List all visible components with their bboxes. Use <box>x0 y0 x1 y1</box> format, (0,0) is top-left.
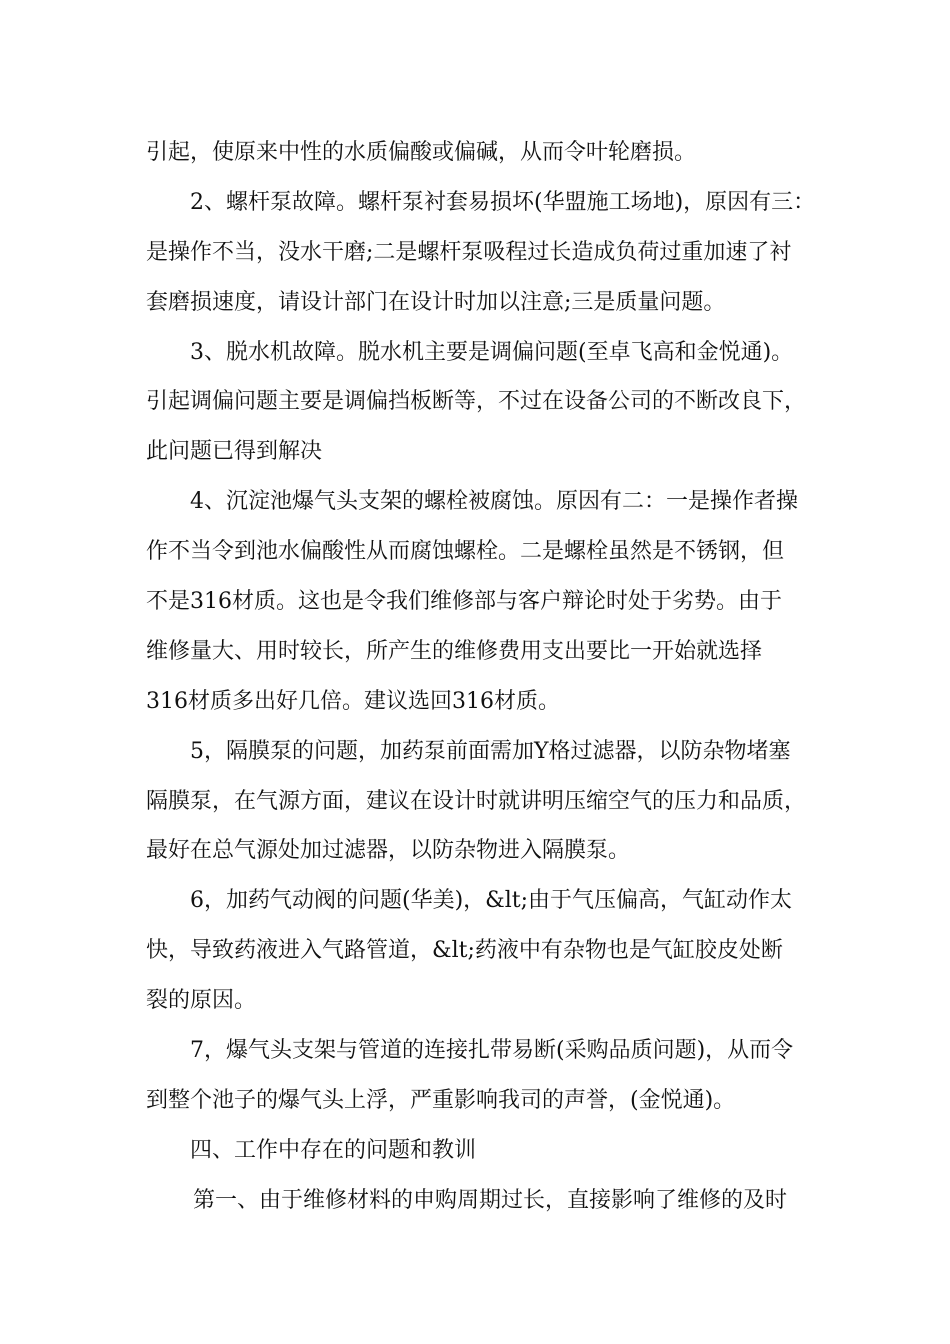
document-body <box>146 128 818 1226</box>
text-line: 到整个池子的爆气头上浮，严重影响我司的声誉，(金悦通)。 <box>146 1087 736 1113</box>
text-line: 不是316材质。这也是令我们维修部与客户辩论时处于劣势。由于 <box>146 589 782 615</box>
text-line: 是操作不当，没水干磨;二是螺杆泵吸程过长造成负荷过重加速了衬 <box>146 239 792 265</box>
text-line: 此问题已得到解决 <box>146 439 323 465</box>
text-line: 7，爆气头支架与管道的连接扎带易断(采购品质问题)，从而令 <box>190 1038 794 1064</box>
text-line: 维修量大、用时较长，所产生的维修费用支出要比一开始就选择 <box>146 638 763 664</box>
text-line: 2、螺杆泵故障。螺杆泵衬套易损坏(华盟施工场地)，原因有三： <box>190 189 816 215</box>
text-line: 3、脱水机故障。脱水机主要是调偏问题(至卓飞高和金悦通)。 <box>190 339 794 365</box>
text-line: 引起调偏问题主要是调偏挡板断等，不过在设备公司的不断改良下， <box>146 389 807 415</box>
text-line: 6，加药气动阀的问题(华美)，&lt;由于气压偏高，气缸动作太 <box>190 888 793 914</box>
text-line: 引起，使原来中性的水质偏酸或偏碱，从而令叶轮磨损。 <box>146 140 697 165</box>
text-line: 316材质多出好几倍。建议选回316材质。 <box>146 688 560 714</box>
text-line: 最好在总气源处加过滤器，以防杂物进入隔膜泵。 <box>146 838 631 864</box>
text-line: 作不当令到池水偏酸性从而腐蚀螺栓。二是螺栓虽然是不锈钢，但 <box>146 539 785 565</box>
section-heading: 四、工作中存在的问题和教训 <box>190 1137 477 1163</box>
text-line: 裂的原因。 <box>146 988 257 1014</box>
text-line: 隔膜泵，在气源方面，建议在设计时就讲明压缩空气的压力和品质， <box>146 788 807 814</box>
text-line: 快，导致药液进入气路管道，&lt;药液中有杂物也是气缸胶皮处断 <box>146 938 783 964</box>
text-line: 第一、由于维修材料的申购周期过长，直接影响了维修的及时 <box>193 1187 788 1213</box>
text-line: 5，隔膜泵的问题，加药泵前面需加Y格过滤器，以防杂物堵塞 <box>190 738 791 764</box>
text-line: 4、沉淀池爆气头支架的螺栓被腐蚀。原因有二：一是操作者操 <box>190 489 798 515</box>
text-line: 套磨损速度，请设计部门在设计时加以注意;三是质量问题。 <box>146 289 726 315</box>
